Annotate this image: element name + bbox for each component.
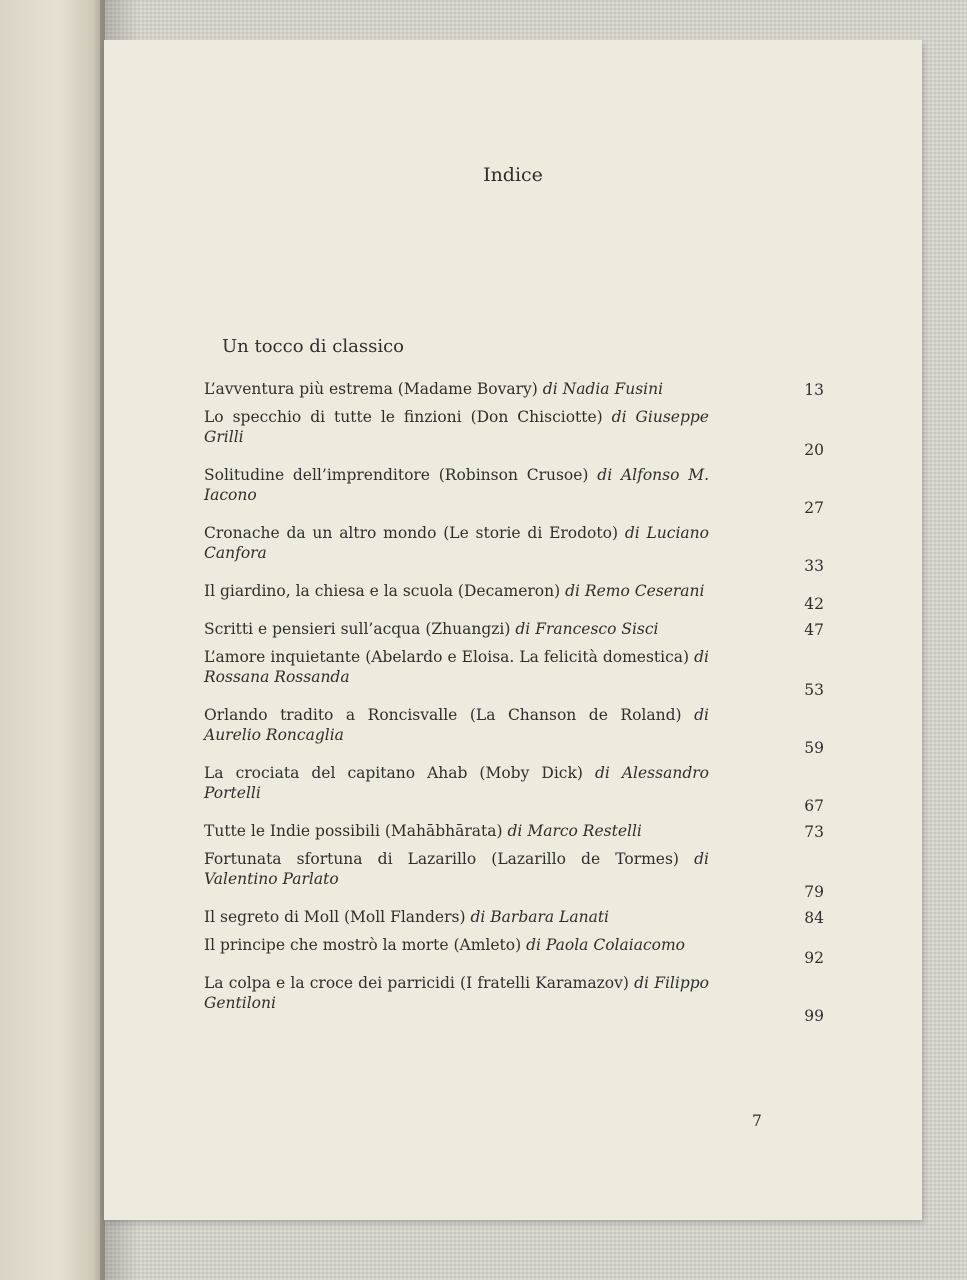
toc-entry-text — [204, 379, 709, 399]
toc-entry-di: di — [694, 706, 709, 724]
toc-entry-di: di — [694, 648, 709, 666]
toc-entry-di: di — [470, 908, 486, 926]
toc-entry-di: di — [634, 974, 649, 992]
toc-list — [204, 379, 824, 1031]
toc-entry-title: L’amore inquietante (Abelardo e Eloisa. La felicità domestica) — [204, 648, 690, 666]
toc-entry-page: 99 — [804, 1007, 824, 1025]
toc-entry — [204, 407, 824, 459]
toc-entry-di: di — [515, 620, 531, 638]
toc-entry-text — [204, 907, 709, 927]
left-page-edge — [0, 0, 105, 1280]
toc-entry-di: di — [611, 408, 627, 426]
toc-entry-author: Paola Colaiacomo — [545, 936, 685, 954]
toc-entry-author: Remo Ceserani — [584, 582, 705, 600]
toc-entry-title: Scritti e pensieri sull’acqua (Zhuangzi) — [204, 620, 511, 638]
toc-entry-title: Tutte le Indie possibili (Mahābhārata) — [204, 822, 503, 840]
toc-entry-di: di — [507, 822, 523, 840]
toc-entry — [204, 821, 824, 841]
page-number: 7 — [752, 1112, 762, 1130]
toc-entry-di: di — [597, 466, 613, 484]
toc-entry-page: 92 — [804, 949, 824, 967]
toc-entry — [204, 973, 824, 1025]
toc-entry-page: 73 — [804, 823, 824, 841]
toc-entry-title: Il principe che mostrò la morte (Amleto) — [204, 936, 522, 954]
toc-entry-title: Il giardino, la chiesa e la scuola (Decameron) — [204, 582, 561, 600]
toc-entry-author: Francesco Sisci — [535, 620, 659, 638]
toc-entry-title: La crociata del capitano Ahab (Moby Dick) — [204, 764, 583, 782]
toc-entry-title: Fortunata sfortuna di Lazarillo (Lazarillo de Tormes) — [204, 850, 679, 868]
toc-entry-author: Giuseppe Grilli — [204, 408, 709, 446]
toc-entry-page: 84 — [804, 909, 824, 927]
toc-entry — [204, 647, 824, 699]
book-page — [104, 40, 922, 1220]
toc-entry-di: di — [565, 582, 580, 600]
toc-entry — [204, 379, 824, 399]
toc-entry — [204, 935, 824, 967]
toc-entry-text — [204, 935, 709, 955]
toc-entry-page: 67 — [804, 797, 824, 815]
toc-entry-text — [204, 849, 709, 889]
toc-entry-title: L’avventura più estrema (Madame Bovary) — [204, 380, 538, 398]
toc-entry — [204, 763, 824, 815]
toc-entry-page: 13 — [804, 381, 824, 399]
toc-entry-title: Lo specchio di tutte le finzioni (Don Chisciotte) — [204, 408, 603, 426]
toc-entry-author: Marco Restelli — [527, 822, 642, 840]
toc-entry — [204, 465, 824, 517]
toc-entry-di: di — [694, 850, 709, 868]
toc-entry-text — [204, 647, 709, 687]
toc-entry — [204, 705, 824, 757]
toc-entry-di: di — [624, 524, 640, 542]
toc-entry — [204, 523, 824, 575]
toc-entry-author: Barbara Lanati — [490, 908, 610, 926]
toc-entry-title: Cronache da un altro mondo (Le storie di Erodoto) — [204, 524, 618, 542]
toc-entry-title: Orlando tradito a Roncisvalle (La Chanson de Roland) — [204, 706, 682, 724]
toc-entry-title: Solitudine dell’imprenditore (Robinson Crusoe) — [204, 466, 589, 484]
toc-entry-page: 27 — [804, 499, 824, 517]
toc-entry-text — [204, 821, 709, 841]
toc-entry-author: Nadia Fusini — [562, 380, 664, 398]
toc-entry-text — [204, 581, 709, 601]
toc-entry-text — [204, 465, 709, 505]
toc-entry — [204, 581, 824, 613]
toc-entry-page: 20 — [804, 441, 824, 459]
toc-entry-di: di — [526, 936, 541, 954]
toc-entry-text — [204, 763, 709, 803]
toc-entry-page: 42 — [804, 595, 824, 613]
toc-entry-page: 59 — [804, 739, 824, 757]
toc-entry-title: Il segreto di Moll (Moll Flanders) — [204, 908, 466, 926]
toc-entry-author: Aurelio Roncaglia — [204, 726, 344, 744]
toc-entry-di: di — [542, 380, 558, 398]
toc-entry-author: Alfonso M. Iacono — [204, 466, 709, 504]
toc-entry-page: 33 — [804, 557, 824, 575]
toc-entry-text — [204, 705, 709, 745]
toc-entry-di: di — [594, 764, 610, 782]
toc-entry-page: 53 — [804, 681, 824, 699]
toc-entry-author: Rossana Rossanda — [204, 668, 350, 686]
toc-entry-author: Luciano Canfora — [204, 524, 709, 562]
page-title: Indice — [483, 164, 543, 186]
toc-entry-page: 47 — [804, 621, 824, 639]
toc-entry-text — [204, 407, 709, 447]
toc-entry-page: 79 — [804, 883, 824, 901]
toc-entry-author: Valentino Parlato — [204, 870, 339, 888]
toc-entry — [204, 849, 824, 901]
toc-entry-text — [204, 523, 709, 563]
section-heading: Un tocco di classico — [222, 336, 404, 357]
toc-entry-text — [204, 973, 709, 1013]
toc-entry-author: Filippo Gentiloni — [204, 974, 709, 1012]
toc-entry-author: Alessandro Portelli — [204, 764, 709, 802]
toc-entry-text — [204, 619, 709, 639]
toc-entry — [204, 907, 824, 927]
toc-entry-title: La colpa e la croce dei parricidi (I fratelli Karamazov) — [204, 974, 629, 992]
toc-entry — [204, 619, 824, 639]
